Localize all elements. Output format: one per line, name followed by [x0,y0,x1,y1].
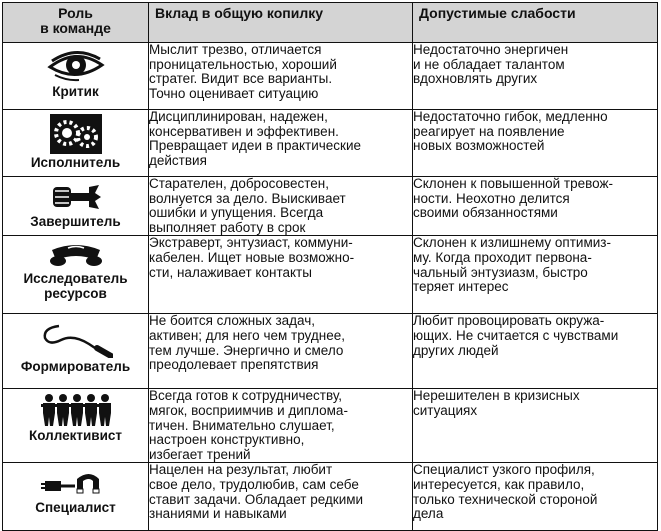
contribution-cell: Не боится сложных задач, активен; для него чем труднее, тем лучше. Энергично и смело преодолевает препятствия [149,314,413,389]
role-cell [3,43,149,110]
wrench-hand-icon [49,181,103,213]
eye-icon [47,47,105,83]
role-cell [3,177,149,236]
weakness-cell: Недостаточно энергичен и не обладает талантом вдохновлять других [413,43,658,110]
role-name: Специалист [35,500,116,516]
weakness-cell: Склонен к излишнему оптимиз- му. Когда проходит первона- чальный энтузиазм, быстро теряет интерес [413,236,658,314]
weakness-cell: Специалист узкого профиля, интересуется, как правило, только технической стороной дела [413,463,658,531]
role-name: Исполнитель [30,155,121,170]
table-row [3,236,658,314]
telephone-receiver-icon [48,240,104,270]
weakness-cell: Любит провоцировать окружа- ющих. Не считается с чувствами других людей [413,314,658,389]
role-cell [3,110,149,177]
header-row [3,3,658,43]
whip-icon [39,318,113,358]
contribution-cell: Нацелен на результат, любит свое дело, трудолюбив, сам себе ставит задачи. Обладает редкими знаниями и навыками [149,463,413,531]
role-name: Критик [52,84,99,99]
gears-icon [50,114,102,154]
weakness-cell: Склонен к повышенной тревож- ности. Неохотно делится своими обязанностями [413,177,658,236]
weakness-cell: Недостаточно гибок, медленно реагирует на появление новых возможностей [413,110,658,177]
header-role: Роль в команде [3,3,149,43]
people-chain-icon [41,393,111,427]
role-name: Коллективист [28,428,123,444]
role-name: Исследователь ресурсов [23,271,128,302]
weakness-cell: Нерешителен в кризисных ситуациях [413,389,658,463]
table-row [3,177,658,236]
role-cell [3,389,149,463]
table-row [3,110,658,177]
header-contribution: Вклад в общую копилку [149,3,413,43]
team-roles-table [2,2,658,531]
contribution-cell: Экстраверт, энтузиаст, коммуни- кабелен. Ищет новые возможно- сти, налаживает контакты [149,236,413,314]
role-name: Формирователь [20,359,131,375]
contribution-cell: Мыслит трезво, отличается проницательностью, хороший стратег. Видит все варианты. Точно оценивает ситуацию [149,43,413,110]
table-row [3,43,658,110]
contribution-cell: Старателен, добросовестен, волнуется за дело. Выискивает ошибки и упущения. Всегда выполняет работу в срок [149,177,413,236]
contribution-cell: Всегда готов к сотрудничеству, мягок, восприимчив и диплома- тичен. Внимательно слушает, настроен конструктивно, избегает трений [149,389,413,463]
role-cell [3,236,149,314]
table-row [3,314,658,389]
role-name: Завершитель [30,214,121,229]
table-row [3,389,658,463]
header-weakness: Допустимые слабости [413,3,658,43]
role-cell [3,463,149,531]
plug-magnet-icon [41,467,111,499]
table-row [3,463,658,531]
contribution-cell: Дисциплинирован, надежен, консервативен и эффективен. Превращает идеи в практические действия [149,110,413,177]
role-cell [3,314,149,389]
